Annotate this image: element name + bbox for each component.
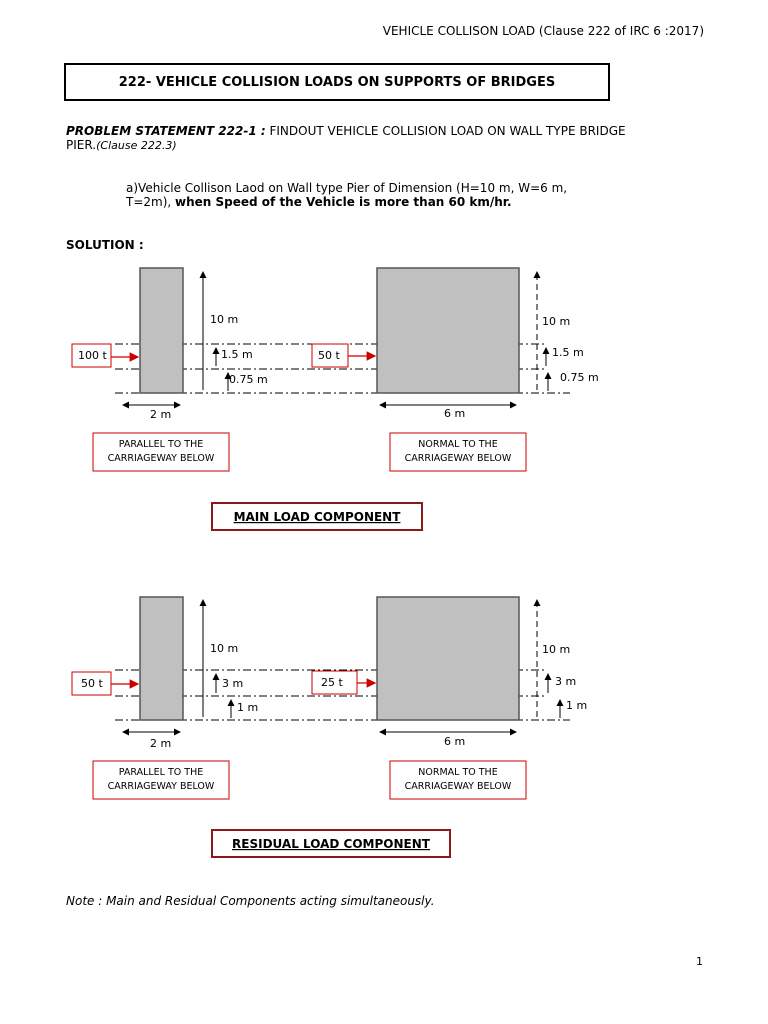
pier-left [140,268,183,393]
solution-label: SOLUTION : [66,238,144,252]
problem-clause: (Clause 222.3) [96,139,177,152]
lower-label: 0.75 m [560,371,599,384]
problem-label: PROBLEM STATEMENT 222-1 : [66,124,266,138]
page-title: 222- VEHICLE COLLISION LOADS ON SUPPORTS OF BRIDGES [118,74,556,90]
lower-label: 1 m [566,699,588,712]
main-load-label: MAIN LOAD COMPONENT [233,510,401,524]
upper-label: 1.5 m [221,348,253,361]
width-label: 6 m [444,735,466,748]
width-label: 2 m [150,408,172,421]
pier-right [377,268,519,393]
height-label: 10 m [210,313,239,326]
height-label: 10 m [542,315,571,328]
caption-line-2: CARRIAGEWAY BELOW [107,453,215,464]
caption-line-1: NORMAL TO THE [418,439,498,450]
sub-question-bold: when Speed of the Vehicle is more than 60 km/hr. [175,195,512,209]
upper-label: 3 m [222,677,244,690]
height-label: 10 m [210,642,239,655]
height-label: 10 m [542,643,571,656]
caption-line-1: NORMAL TO THE [418,767,498,778]
problem-text: FINDOUT VEHICLE COLLISION LOAD ON WALL TYPE BRIDGE PIER. [66,124,626,152]
caption-line-2: CARRIAGEWAY BELOW [404,453,512,464]
pier-left [140,597,183,720]
lower-label: 1 m [237,701,259,714]
load-label: 25 t [321,676,343,689]
caption-line-1: PARALLEL TO THE [118,767,204,778]
residual-load-label: RESIDUAL LOAD COMPONENT [232,837,430,851]
page-number: 1 [696,955,703,968]
header-reference: VEHICLE COLLISON LOAD (Clause 222 of IRC 6 :2017) [382,24,704,38]
width-label: 6 m [444,407,466,420]
caption-line-1: PARALLEL TO THE [118,439,204,450]
upper-label: 1.5 m [552,346,584,359]
caption-line-2: CARRIAGEWAY BELOW [107,781,215,792]
upper-label: 3 m [555,675,577,688]
width-label: 2 m [150,737,172,750]
note-text: Note : Main and Residual Components acting simultaneously. [66,894,435,908]
load-label: 50 t [81,677,103,690]
pier-right [377,597,519,720]
residual-diagram [72,597,587,857]
sub-question-normal: a)Vehicle Collison Laod on Wall type Pier of Dimension (H=10 m, W=6 m, T=2m), [126,181,568,209]
lower-label: 0.75 m [229,373,268,386]
caption-line-2: CARRIAGEWAY BELOW [404,781,512,792]
load-label: 100 t [78,349,107,362]
load-label: 50 t [318,349,340,362]
main-diagram [72,268,599,530]
